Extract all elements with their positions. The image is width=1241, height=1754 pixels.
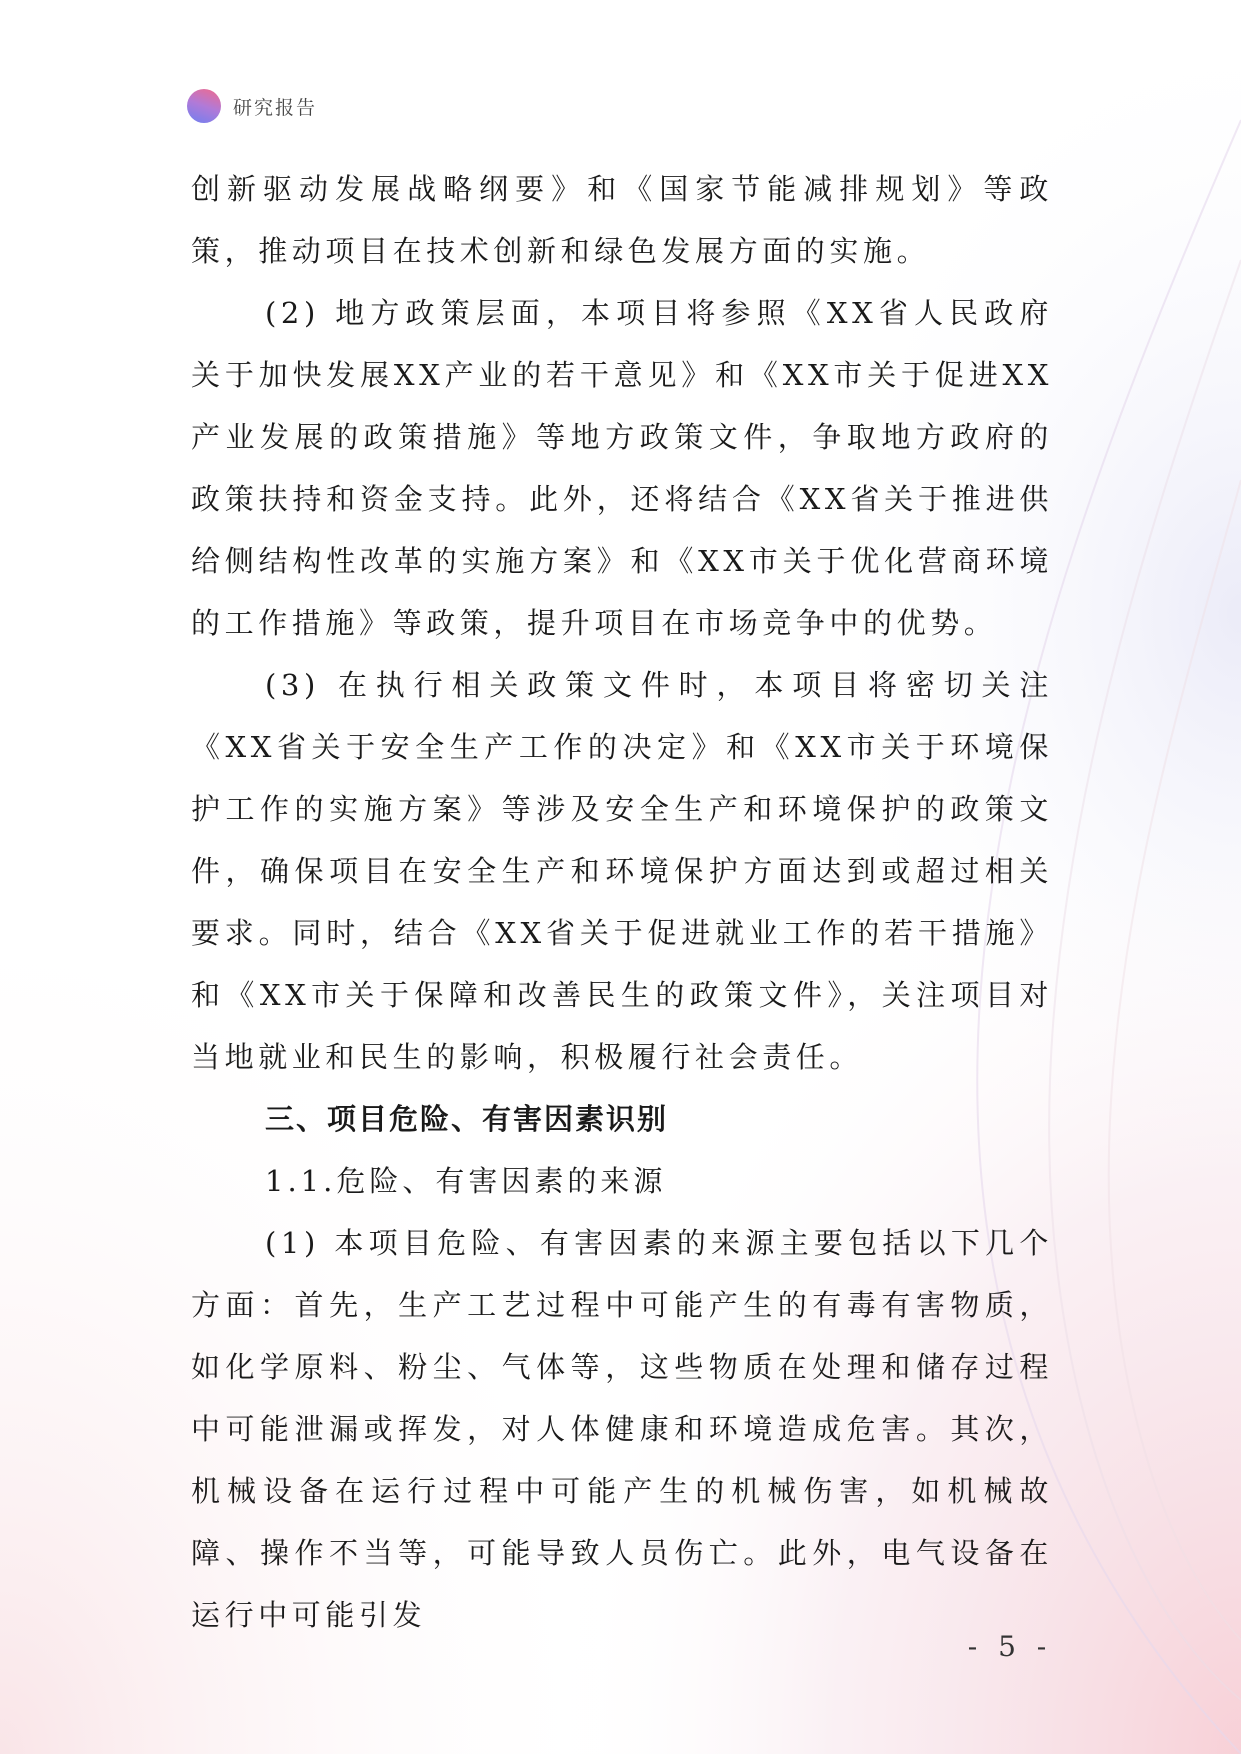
subsection-heading: 1.1.危险、有害因素的来源 — [265, 1164, 667, 1198]
page-header — [187, 86, 317, 126]
logo-icon — [187, 89, 221, 123]
section-heading: 三、项目危险、有害因素识别 — [265, 1102, 669, 1136]
header-title: 研究报告 — [233, 96, 318, 119]
page-number: - 5 - — [967, 1630, 1053, 1663]
paragraph-hazard-sources: (1) 本项目危险、有害因素的来源主要包括以下几个方面：首先，生产工艺过程中可能产生的有毒有害物质，如化学原料、粉尘、气体等，这些物质在处理和储存过程中可能泄漏或挥发，对人体健康和环境造成危害。其次，机械设备在运行过程中可能产生的机械伤害，如机械故障、操作不当等，可能导致人员伤亡。此外，电气设备在运行中可能引发 — [191, 1226, 1053, 1632]
paragraph-continued: 创新驱动发展战略纲要》和《国家节能减排规划》等政策，推动项目在技术创新和绿色发展方面的实施。 — [191, 172, 1053, 268]
paragraph-local-policy: (2) 地方政策层面，本项目将参照《XX省人民政府关于加快发展XX产业的若干意见》和《XX市关于促进XX产业发展的政策措施》等地方政策文件，争取地方政府的政策扶持和资金支持。此外，还将结合《XX省关于推进供给侧结构性改革的实施方案》和《XX市关于优化营商环境的工作措施》等政策，提升项目在市场竞争中的优势。 — [191, 296, 1053, 640]
paragraph-policy-execution: (3) 在执行相关政策文件时，本项目将密切关注《XX省关于安全生产工作的决定》和《XX市关于环境保护工作的实施方案》等涉及安全生产和环境保护的政策文件，确保项目在安全生产和环境保护方面达到或超过相关要求。同时，结合《XX省关于促进就业工作的若干措施》和《XX市关于保障和改善民生的政策文件》，关注项目对当地就业和民生的影响，积极履行社会责任。 — [191, 668, 1053, 1074]
document-body — [191, 158, 1053, 1646]
